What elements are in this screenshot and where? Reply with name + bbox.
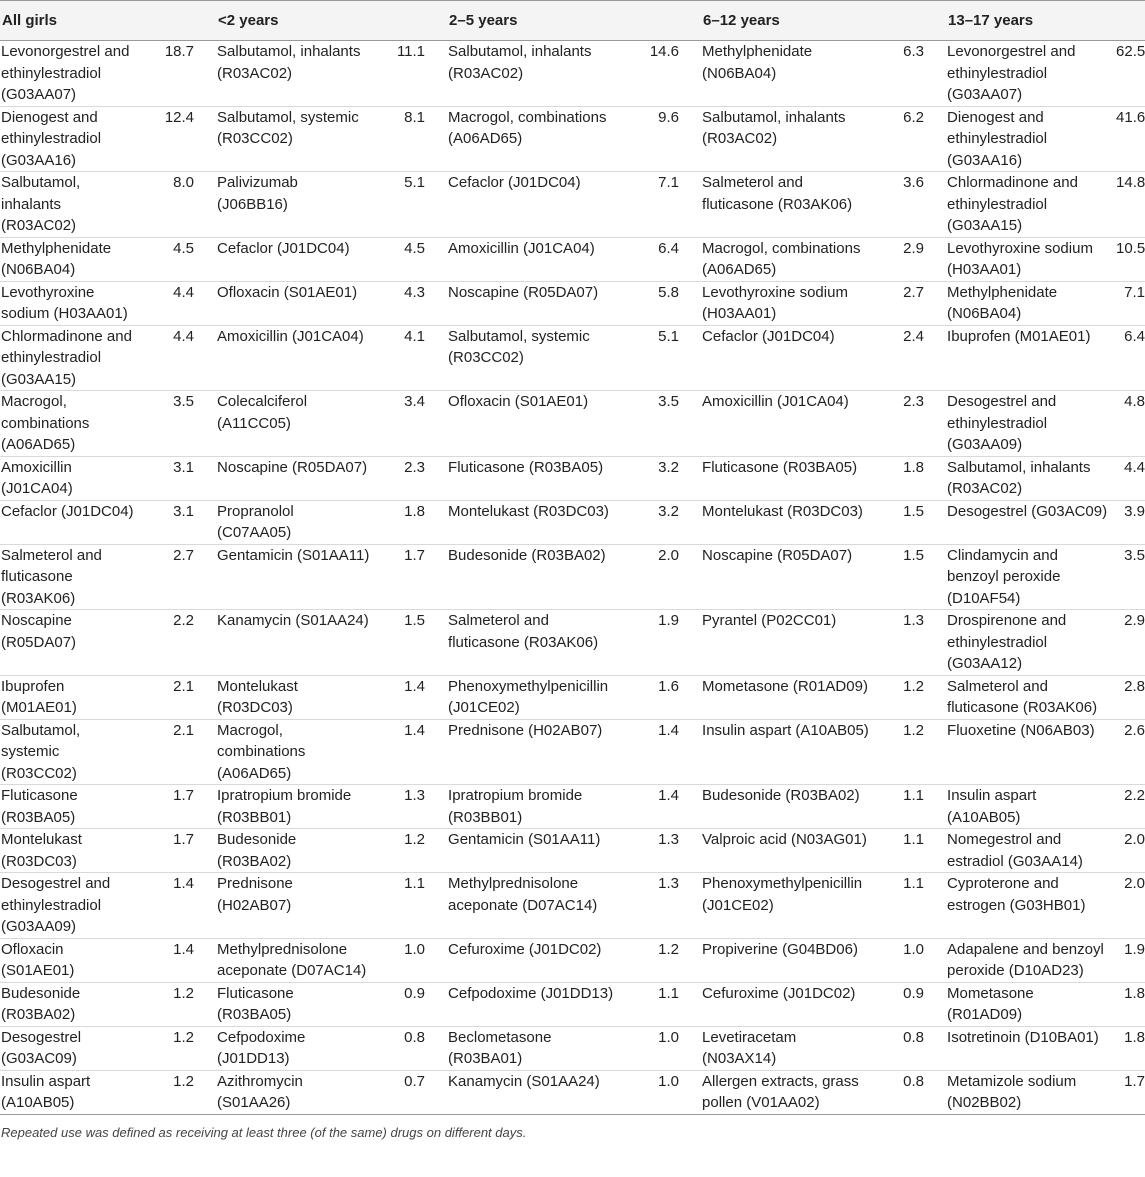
percentage-cell: 1.8 (1124, 984, 1145, 1002)
table-row (0, 675, 1145, 719)
table-row (0, 325, 1145, 391)
percentage-cell: 1.4 (173, 940, 195, 958)
percentage-cell: 2.3 (404, 458, 426, 476)
percentage-cell: 2.9 (1124, 612, 1145, 629)
table-row (0, 544, 1145, 610)
percentage-cell: 1.1 (903, 831, 925, 848)
drug-name-cell: Cefaclor (J01DC04) (217, 239, 350, 257)
drug-name-cell: Desogestrel and ethinylestradiol (G03AA09) (1, 875, 111, 935)
table-row (0, 610, 1145, 676)
drug-name-cell: Salbutamol, systemic (R03CC02) (217, 108, 359, 147)
percentage-cell: 0.8 (903, 1028, 925, 1046)
drug-name-cell: Desogestrel and ethinylestradiol (G03AA09) (947, 393, 1057, 453)
percentage-cell: 5.1 (658, 327, 680, 345)
drug-name-cell: Macrogol, combinations (A06AD65) (702, 239, 861, 278)
drug-name-cell: Metamizole sodium (N02BB02) (947, 1072, 1077, 1111)
percentage-cell: 4.1 (404, 327, 426, 345)
percentage-cell: 2.2 (1124, 787, 1145, 804)
percentage-cell: 2.0 (658, 546, 680, 564)
drug-name-cell: Levothyroxine sodium (H03AA01) (947, 239, 1093, 278)
percentage-cell: 1.2 (173, 1028, 195, 1046)
drug-name-cell: Methylphenidate (N06BA04) (947, 283, 1058, 322)
drug-name-cell: Gentamicin (S01AA11) (217, 546, 370, 564)
drug-name-cell: Azithromycin (S01AA26) (217, 1072, 303, 1111)
percentage-cell: 2.1 (173, 677, 195, 695)
percentage-cell: 11.1 (396, 43, 426, 60)
percentage-cell: 1.2 (404, 831, 426, 848)
percentage-cell: 2.0 (1124, 831, 1145, 848)
drug-name-cell: Salmeterol and fluticasone (R03AK06) (448, 612, 599, 651)
table-row (0, 500, 1145, 544)
percentage-cell: 1.1 (658, 984, 680, 1002)
percentage-cell: 1.3 (658, 831, 680, 848)
percentage-cell: 2.1 (173, 721, 195, 739)
percentage-cell: 2.2 (173, 612, 195, 629)
drug-name-cell: Methylphenidate (N06BA04) (1, 239, 112, 278)
drug-name-cell: Montelukast (R03DC03) (1, 831, 82, 870)
percentage-cell: 1.4 (404, 677, 426, 695)
drug-name-cell: Kanamycin (S01AA24) (448, 1072, 600, 1090)
column-header-13-17-years: 13–17 years (946, 1, 1145, 41)
drug-name-cell: Salmeterol and fluticasone (R03AK06) (702, 174, 853, 213)
drug-name-cell: Cefpodoxime (J01DD13) (448, 984, 614, 1002)
table-row (0, 106, 1145, 172)
drug-name-cell: Levothyroxine sodium (H03AA01) (702, 283, 848, 322)
drug-name-cell: Ipratropium bromide (R03BB01) (448, 787, 583, 826)
drug-name-cell: Adapalene and benzoyl peroxide (D10AD23) (947, 940, 1104, 979)
percentage-cell: 1.2 (903, 721, 925, 739)
drug-name-cell: Cefpodoxime (J01DD13) (217, 1028, 306, 1067)
percentage-cell: 2.6 (1124, 721, 1145, 739)
percentage-cell: 7.1 (658, 174, 680, 191)
table-row (0, 281, 1145, 325)
percentage-cell: 1.2 (173, 984, 195, 1002)
drug-name-cell: Chlormadinone and ethinylestradiol (G03AA15) (1, 327, 132, 388)
percentage-cell: 3.5 (658, 393, 680, 410)
drug-name-cell: Montelukast (R03DC03) (702, 502, 863, 520)
percentage-cell: 1.5 (903, 546, 925, 564)
percentage-cell: 1.2 (903, 677, 925, 695)
column-header-all-girls: All girls (0, 1, 216, 41)
table-row (0, 41, 1145, 107)
percentage-cell: 0.8 (903, 1072, 925, 1090)
drug-name-cell: Salbutamol, systemic (R03CC02) (1, 721, 81, 782)
drug-name-cell: Palivizumab (J06BB16) (217, 174, 298, 213)
table-row (0, 785, 1145, 829)
table-body (0, 41, 1145, 1115)
percentage-cell: 1.1 (903, 787, 925, 804)
percentage-cell: 9.6 (658, 108, 680, 126)
drug-name-cell: Salbutamol, inhalants (R03AC02) (217, 43, 361, 82)
drug-name-cell: Levonorgestrel and ethinylestradiol (G03AA07) (1, 43, 130, 103)
drug-name-cell: Amoxicillin (J01CA04) (1, 458, 73, 497)
percentage-cell: 1.3 (404, 787, 426, 804)
drug-name-cell: Levonorgestrel and ethinylestradiol (G03AA07) (947, 43, 1076, 103)
drug-name-cell: Prednisone (H02AB07) (448, 721, 603, 739)
table-row (0, 938, 1145, 982)
percentage-cell: 1.0 (658, 1072, 680, 1090)
drug-name-cell: Insulin aspart (A10AB05) (947, 787, 1037, 826)
percentage-cell: 18.7 (164, 43, 195, 60)
percentage-cell: 62.5 (1116, 43, 1145, 60)
percentage-cell: 4.3 (404, 283, 426, 301)
drug-name-cell: Dienogest and ethinylestradiol (G03AA16) (947, 108, 1048, 169)
percentage-cell: 0.8 (404, 1028, 426, 1046)
drug-name-cell: Ibuprofen (M01AE01) (947, 327, 1091, 345)
percentage-cell: 1.4 (658, 721, 680, 739)
percentage-cell: 1.8 (1124, 1028, 1145, 1046)
percentage-cell: 1.2 (173, 1072, 195, 1090)
drug-name-cell: Insulin aspart (A10AB05) (1, 1072, 91, 1111)
table-row (0, 237, 1145, 281)
percentage-cell: 3.2 (658, 502, 680, 520)
drug-name-cell: Phenoxymethylpenicillin (J01CE02) (702, 875, 863, 914)
percentage-cell: 4.4 (173, 327, 195, 345)
percentage-cell: 10.5 (1116, 239, 1145, 257)
percentage-cell: 2.7 (173, 546, 195, 564)
table-row (0, 391, 1145, 457)
drug-name-cell: Insulin aspart (A10AB05) (702, 721, 869, 739)
drug-name-cell: Methylprednisolone aceponate (D07AC14) (217, 940, 367, 979)
drug-name-cell: Amoxicillin (J01CA04) (702, 393, 849, 410)
percentage-cell: 2.4 (903, 327, 925, 345)
drug-name-cell: Methylphenidate (N06BA04) (702, 43, 813, 82)
drug-name-cell: Amoxicillin (J01CA04) (217, 327, 364, 345)
percentage-cell: 1.4 (404, 721, 426, 739)
drug-name-cell: Desogestrel (G03AC09) (947, 502, 1108, 520)
percentage-cell: 1.9 (658, 612, 680, 629)
percentage-cell: 3.5 (1124, 546, 1145, 564)
drug-name-cell: Macrogol, combinations (A06AD65) (1, 393, 90, 453)
drug-name-cell: Ofloxacin (S01AE01) (1, 940, 75, 979)
percentage-cell: 1.4 (658, 787, 680, 804)
drug-name-cell: Macrogol, combinations (A06AD65) (448, 108, 607, 147)
percentage-cell: 3.5 (173, 393, 195, 410)
percentage-cell: 2.9 (903, 239, 925, 257)
percentage-cell: 5.1 (404, 174, 426, 191)
percentage-cell: 1.3 (903, 612, 925, 629)
percentage-cell: 3.9 (1124, 502, 1145, 520)
percentage-cell: 8.1 (404, 108, 426, 126)
percentage-cell: 12.4 (164, 108, 195, 126)
drug-name-cell: Ipratropium bromide (R03BB01) (217, 787, 352, 826)
percentage-cell: 1.8 (903, 458, 925, 476)
percentage-cell: 4.4 (173, 283, 195, 301)
percentage-cell: 1.0 (404, 940, 426, 958)
percentage-cell: 1.6 (658, 677, 680, 695)
percentage-cell: 5.8 (658, 283, 680, 301)
drug-name-cell: Levetiracetam (N03AX14) (702, 1028, 797, 1067)
drug-name-cell: Fluoxetine (N06AB03) (947, 721, 1095, 739)
drug-name-cell: Fluticasone (R03BA05) (702, 458, 858, 476)
table-footnote: Repeated use was defined as receiving at least three (of the same) drugs on different days. (1, 1124, 527, 1140)
percentage-cell: 1.3 (658, 875, 680, 892)
drug-name-cell: Mometasone (R01AD09) (702, 677, 868, 695)
percentage-cell: 8.0 (173, 174, 195, 191)
drug-name-cell: Salmeterol and fluticasone (R03AK06) (1, 546, 102, 607)
drug-name-cell: Noscapine (R05DA07) (448, 283, 599, 301)
drug-name-cell: Dienogest and ethinylestradiol (G03AA16) (1, 108, 102, 169)
drug-name-cell: Mometasone (R01AD09) (947, 984, 1034, 1023)
percentage-cell: 1.7 (173, 787, 195, 804)
percentage-cell: 1.5 (404, 612, 426, 629)
percentage-cell: 1.0 (903, 940, 925, 958)
drug-name-cell: Isotretinoin (D10BA01) (947, 1028, 1099, 1046)
percentage-cell: 2.3 (903, 393, 925, 410)
percentage-cell: 1.1 (903, 875, 925, 892)
drug-name-cell: Salbutamol, inhalants (R03AC02) (448, 43, 592, 82)
drug-name-cell: Salmeterol and fluticasone (R03AK06) (947, 677, 1098, 716)
header-row (0, 1, 1145, 41)
percentage-cell: 2.7 (903, 283, 925, 301)
percentage-cell: 0.7 (404, 1072, 426, 1090)
drug-name-cell: Valproic acid (N03AG01) (702, 831, 867, 848)
table-row (0, 873, 1145, 939)
table-row (0, 172, 1145, 238)
percentage-cell: 1.8 (404, 502, 426, 520)
percentage-cell: 3.1 (173, 458, 195, 476)
drug-name-cell: Chlormadinone and ethinylestradiol (G03AA15) (947, 174, 1078, 234)
percentage-cell: 4.4 (1124, 458, 1145, 476)
drug-name-cell: Clindamycin and benzoyl peroxide (D10AF54) (947, 546, 1061, 607)
column-header-2-5-years: 2–5 years (447, 1, 701, 41)
percentage-cell: 4.5 (404, 239, 426, 257)
drug-name-cell: Salbutamol, inhalants (R03AC02) (702, 108, 846, 147)
percentage-cell: 6.4 (658, 239, 680, 257)
drug-name-cell: Noscapine (R05DA07) (217, 458, 368, 476)
drug-name-cell: Noscapine (R05DA07) (702, 546, 853, 564)
drug-name-cell: Fluticasone (R03BA05) (1, 787, 78, 826)
percentage-cell: 1.0 (658, 1028, 680, 1046)
drug-name-cell: Noscapine (R05DA07) (1, 612, 77, 651)
percentage-cell: 7.1 (1124, 283, 1145, 301)
drug-name-cell: Phenoxymethylpenicillin (J01CE02) (448, 677, 609, 716)
drug-name-cell: Nomegestrol and estradiol (G03AA14) (947, 831, 1083, 870)
drug-name-cell: Kanamycin (S01AA24) (217, 612, 369, 629)
percentage-cell: 14.8 (1116, 174, 1145, 191)
drug-name-cell: Cefuroxime (J01DC02) (702, 984, 856, 1002)
drug-name-cell: Budesonide (R03BA02) (1, 984, 81, 1023)
percentage-cell: 0.9 (903, 984, 925, 1002)
percentage-cell: 1.2 (658, 940, 680, 958)
percentage-cell: 3.1 (173, 502, 195, 520)
drug-name-cell: Salbutamol, inhalants (R03AC02) (1, 174, 81, 234)
column-header-6-12-years: 6–12 years (701, 1, 946, 41)
table-row (0, 982, 1145, 1026)
drug-name-cell: Montelukast (R03DC03) (448, 502, 609, 520)
drug-name-cell: Ofloxacin (S01AE01) (217, 283, 358, 301)
column-header-under-2-years: <2 years (216, 1, 447, 41)
drug-name-cell: Salbutamol, inhalants (R03AC02) (947, 458, 1091, 497)
drug-name-cell: Budesonide (R03BA02) (702, 787, 860, 804)
drug-name-cell: Methylprednisolone aceponate (D07AC14) (448, 875, 598, 914)
table-row (0, 829, 1145, 873)
drug-name-cell: Drospirenone and ethinylestradiol (G03AA12) (947, 612, 1067, 672)
table-row (0, 1026, 1145, 1070)
drug-name-cell: Levothyroxine sodium (H03AA01) (1, 283, 128, 322)
drug-name-cell: Propiverine (G04BD06) (702, 940, 858, 958)
percentage-cell: 4.5 (173, 239, 195, 257)
percentage-cell: 6.3 (903, 43, 925, 60)
percentage-cell: 3.2 (658, 458, 680, 476)
percentage-cell: 2.8 (1124, 677, 1145, 695)
percentage-cell: 1.7 (1124, 1072, 1145, 1090)
percentage-cell: 1.5 (903, 502, 925, 520)
drug-name-cell: Cefaclor (J01DC04) (702, 327, 835, 345)
drug-name-cell: Budesonide (R03BA02) (217, 831, 297, 870)
drug-name-cell: Salbutamol, systemic (R03CC02) (448, 327, 590, 366)
drug-name-cell: Amoxicillin (J01CA04) (448, 239, 595, 257)
drug-name-cell: Fluticasone (R03BA05) (217, 984, 294, 1023)
drug-name-cell: Desogestrel (G03AC09) (1, 1028, 82, 1067)
drug-name-cell: Pyrantel (P02CC01) (702, 612, 837, 629)
percentage-cell: 1.1 (404, 875, 426, 892)
drug-name-cell: Gentamicin (S01AA11) (448, 831, 601, 848)
percentage-cell: 1.9 (1124, 940, 1145, 958)
percentage-cell: 2.0 (1124, 875, 1145, 892)
drug-name-cell: Fluticasone (R03BA05) (448, 458, 604, 476)
percentage-cell: 1.4 (173, 875, 195, 892)
drug-name-cell: Ibuprofen (M01AE01) (1, 677, 77, 716)
drug-name-cell: Beclometasone (R03BA01) (448, 1028, 552, 1067)
table-row (0, 456, 1145, 500)
drug-name-cell: Colecalciferol (A11CC05) (217, 393, 308, 432)
percentage-cell: 3.4 (404, 393, 426, 410)
drug-name-cell: Macrogol, combinations (A06AD65) (217, 721, 306, 782)
percentage-cell: 0.9 (404, 984, 426, 1002)
table-row (0, 719, 1145, 785)
drug-name-cell: Montelukast (R03DC03) (217, 677, 298, 716)
percentage-cell: 14.6 (649, 43, 680, 60)
drug-name-cell: Allergen extracts, grass pollen (V01AA02) (702, 1072, 859, 1111)
drug-name-cell: Cefuroxime (J01DC02) (448, 940, 602, 958)
percentage-cell: 6.4 (1124, 327, 1145, 345)
drug-name-cell: Budesonide (R03BA02) (448, 546, 606, 564)
percentage-cell: 3.6 (903, 174, 925, 191)
drug-name-cell: Propranolol (C07AA05) (217, 502, 294, 541)
drug-name-cell: Cyproterone and estrogen (G03HB01) (947, 875, 1086, 914)
percentage-cell: 6.2 (903, 108, 925, 126)
drug-name-cell: Cefaclor (J01DC04) (448, 174, 581, 191)
table-row (0, 1070, 1145, 1114)
drug-name-cell: Ofloxacin (S01AE01) (448, 393, 589, 410)
drug-name-cell: Prednisone (H02AB07) (217, 875, 293, 914)
percentage-cell: 1.7 (404, 546, 426, 564)
drug-name-cell: Cefaclor (J01DC04) (1, 502, 134, 520)
percentage-cell: 1.7 (173, 831, 195, 848)
percentage-cell: 41.6 (1116, 108, 1145, 126)
percentage-cell: 4.8 (1124, 393, 1145, 410)
